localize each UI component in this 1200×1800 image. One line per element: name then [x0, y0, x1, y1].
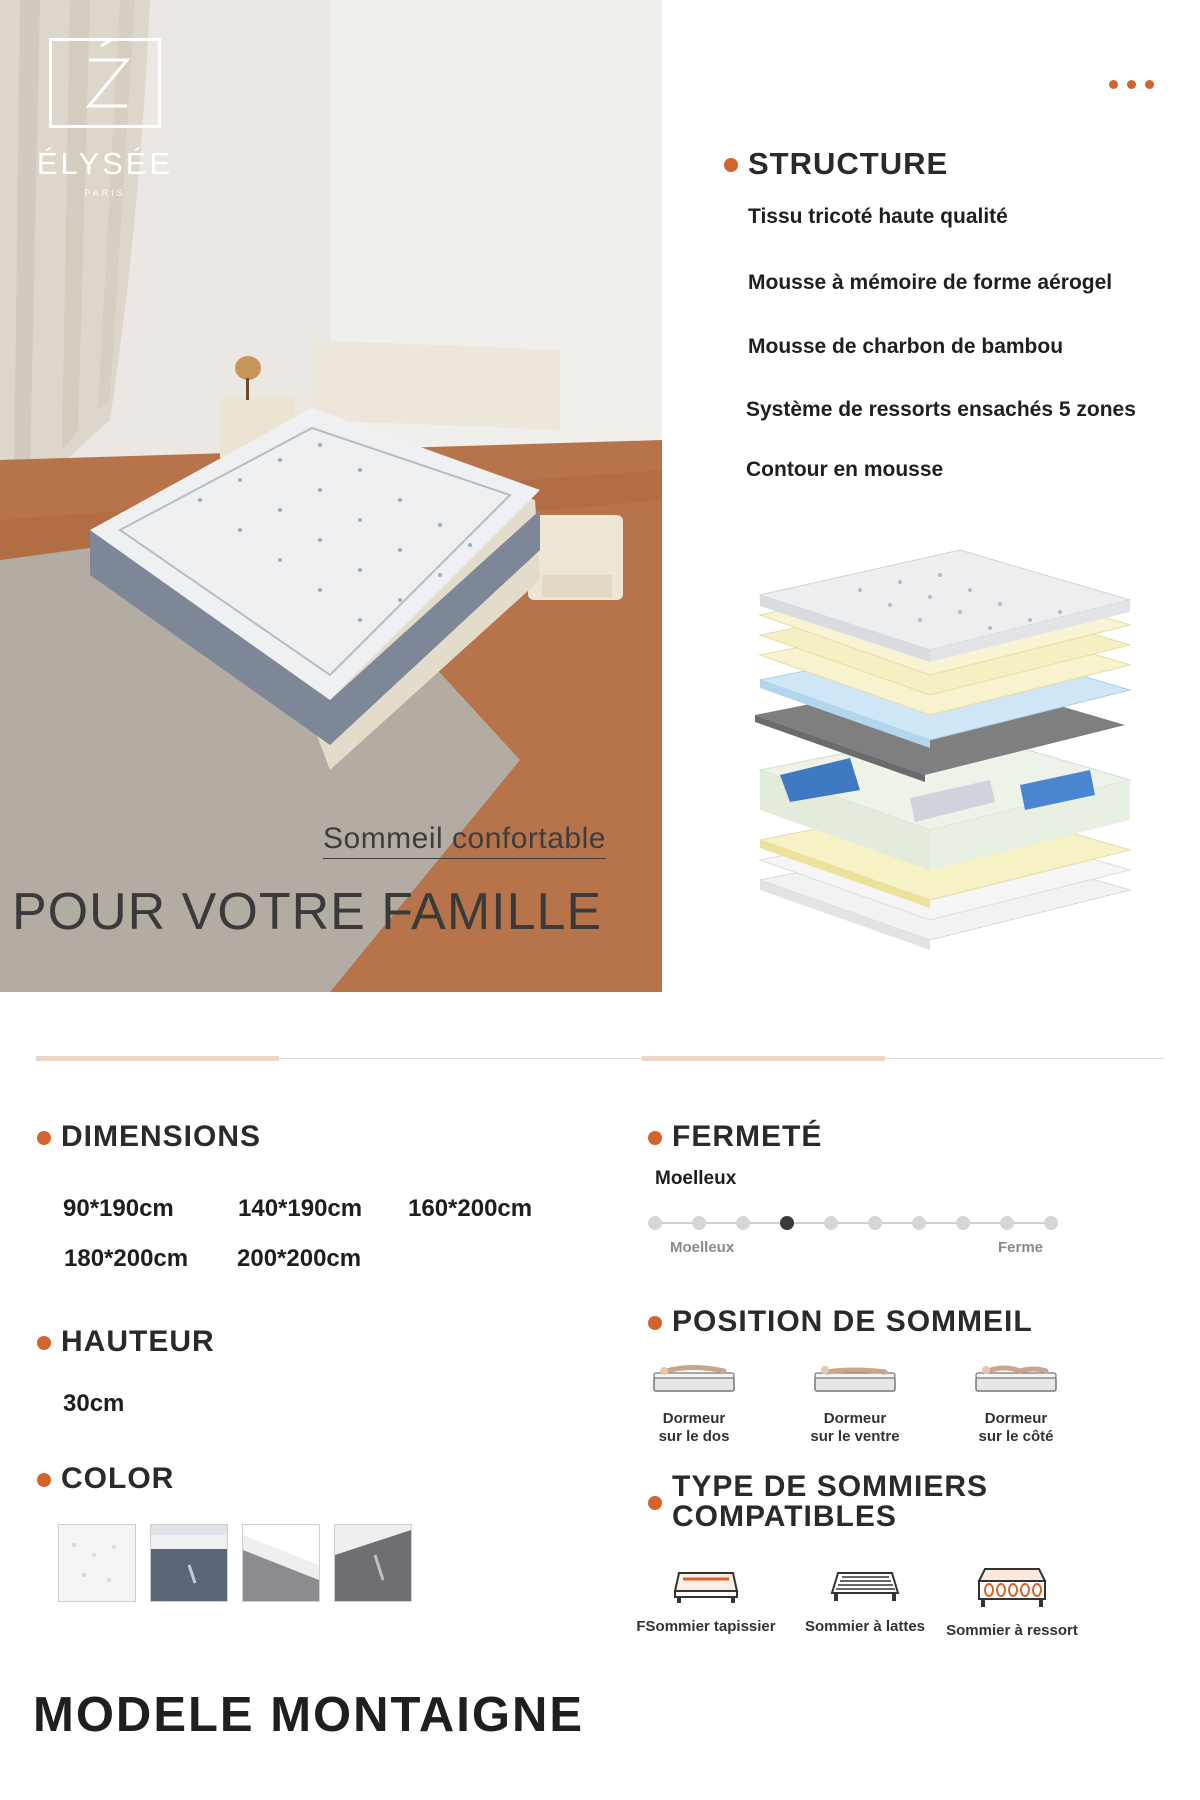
hero-photo: [0, 0, 662, 992]
firmness-point: [912, 1216, 926, 1230]
firmness-point-selected: [780, 1216, 794, 1230]
color-swatch-grey-white[interactable]: [242, 1524, 320, 1602]
firmness-point: [868, 1216, 882, 1230]
sommiers-title-line2: COMPATIBLES: [672, 1500, 897, 1533]
divider-accent-left: [36, 1056, 279, 1061]
size-option: 90*190cm: [63, 1195, 174, 1222]
position-title: POSITION DE SOMMEIL: [672, 1305, 1033, 1338]
fermete-title: FERMETÉ: [672, 1120, 823, 1153]
slatted-base-icon: [828, 1565, 902, 1605]
firmness-point: [956, 1216, 970, 1230]
firmness-point: [736, 1216, 750, 1230]
sleep-label-line2: sur le côté: [978, 1428, 1054, 1445]
firmness-point: [648, 1216, 662, 1230]
brand-logo: [30, 38, 180, 198]
sleep-position-side: [956, 1365, 1076, 1446]
size-option: 180*200cm: [64, 1245, 189, 1272]
sleep-label-line2: sur le dos: [658, 1428, 730, 1445]
sleep-label-line2: sur le ventre: [810, 1428, 900, 1445]
firmness-min-label: Moelleux: [670, 1239, 735, 1256]
mattress-layers-illustration: [740, 540, 1140, 1000]
brand-name: ÉLYSÉE: [36, 146, 174, 181]
side-sleeper-icon: [974, 1365, 1058, 1395]
sommiers-title-line1: TYPE DE SOMMIERS: [672, 1470, 989, 1503]
structure-item: Mousse à mémoire de forme aérogel: [748, 271, 1113, 294]
stomach-sleeper-icon: [813, 1365, 897, 1395]
structure-item: Système de ressorts ensachés 5 zones: [746, 398, 1136, 421]
base-type-spring: [942, 1565, 1082, 1639]
firmness-scale: [648, 1215, 1058, 1255]
firmness-scale-track: [652, 1222, 1054, 1224]
sleep-position-stomach: [795, 1365, 915, 1446]
base-type-slats: [795, 1565, 935, 1635]
hero-slogan: Sommeil confortable: [323, 822, 606, 859]
more-options-icon[interactable]: [1109, 80, 1154, 89]
divider-accent-right: [642, 1056, 885, 1061]
fermete-value: Moelleux: [655, 1168, 737, 1189]
upholstered-base-icon: [671, 1565, 741, 1605]
firmness-point: [692, 1216, 706, 1230]
firmness-point: [1000, 1216, 1014, 1230]
structure-item: Contour en mousse: [746, 458, 944, 481]
sleep-label-line1: Dormeur: [662, 1410, 726, 1427]
color-swatch-white[interactable]: [58, 1524, 136, 1602]
color-swatch-dark-grey[interactable]: [334, 1524, 412, 1602]
sleep-label-line1: Dormeur: [984, 1410, 1048, 1427]
structure-item: Tissu tricoté haute qualité: [748, 205, 1008, 228]
size-option: 200*200cm: [237, 1245, 362, 1272]
base-label: Sommier à ressort: [946, 1622, 1078, 1639]
logo-monogram-icon: [49, 38, 161, 128]
dimensions-title: DIMENSIONS: [61, 1120, 262, 1153]
back-sleeper-icon: [652, 1365, 736, 1395]
hauteur-title: HAUTEUR: [61, 1325, 215, 1358]
hauteur-value: 30cm: [63, 1390, 125, 1417]
base-label: Sommier à lattes: [804, 1618, 926, 1635]
brand-city: PARIS: [84, 188, 126, 198]
structure-item: Mousse de charbon de bambou: [748, 335, 1064, 358]
model-name: MODELE MONTAIGNE: [33, 1688, 585, 1742]
sleep-position-back: [634, 1365, 754, 1446]
firmness-point: [824, 1216, 838, 1230]
size-option: 160*200cm: [408, 1195, 533, 1222]
sleep-label-line1: Dormeur: [823, 1410, 887, 1427]
firmness-max-label: Ferme: [998, 1239, 1044, 1256]
hero-headline: POUR VOTRE FAMILLE: [12, 883, 603, 941]
base-label: FSommier tapissier: [636, 1618, 776, 1635]
color-swatch-blue-grey[interactable]: [150, 1524, 228, 1602]
firmness-point: [1044, 1216, 1058, 1230]
structure-title: STRUCTURE: [748, 146, 949, 181]
color-title: COLOR: [61, 1462, 175, 1495]
base-type-upholstered: [626, 1565, 786, 1635]
size-option: 140*190cm: [238, 1195, 363, 1222]
spring-base-icon: [975, 1565, 1049, 1609]
sommiers-title: [672, 1472, 988, 1532]
